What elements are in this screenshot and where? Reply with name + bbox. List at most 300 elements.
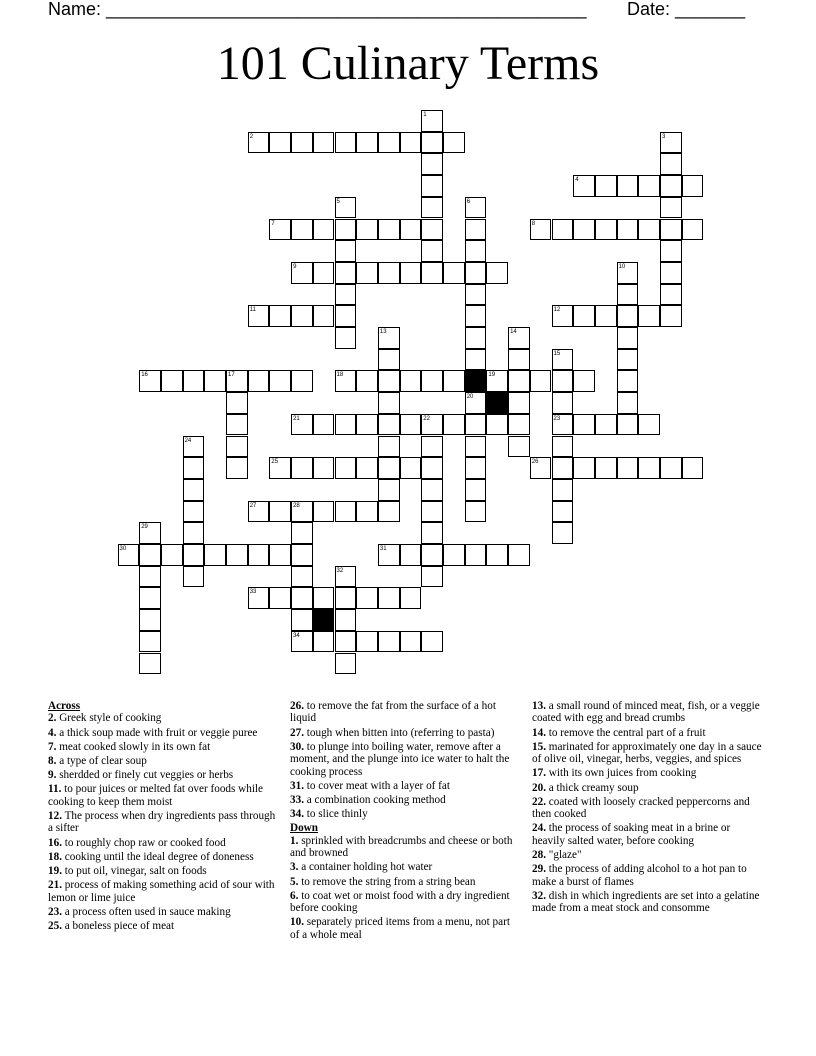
- clue-number-label: 27: [249, 502, 257, 509]
- grid-cell[interactable]: [465, 544, 487, 566]
- grid-cell[interactable]: [421, 457, 443, 479]
- clue-text: the process of soaking meat in a brine or heavily salted water, before cooking: [532, 822, 731, 847]
- clue-number-label: 14: [510, 329, 517, 335]
- clue-text: to remove the fat from the surface of a hot liquid: [290, 700, 496, 725]
- grid-cell[interactable]: [421, 175, 443, 197]
- grid-cell[interactable]: [465, 262, 487, 284]
- grid-cell[interactable]: [465, 240, 487, 262]
- grid-cell[interactable]: [183, 457, 205, 479]
- clue-number: 24.: [532, 822, 546, 835]
- black-square: [313, 609, 335, 631]
- grid-cell[interactable]: [335, 653, 357, 675]
- grid-cell[interactable]: [638, 414, 660, 436]
- grid-cell[interactable]: [291, 457, 313, 479]
- grid-cell[interactable]: [139, 587, 161, 609]
- grid-cell[interactable]: [573, 219, 595, 241]
- grid-cell[interactable]: [291, 522, 313, 544]
- clue-number-label: 7: [271, 220, 275, 227]
- grid-cell[interactable]: [139, 566, 161, 588]
- grid-cell[interactable]: [378, 219, 400, 241]
- clue-number: 17.: [532, 767, 546, 780]
- grid-cell[interactable]: [682, 175, 704, 197]
- grid-cell[interactable]: [291, 544, 313, 566]
- grid-cell[interactable]: [335, 305, 357, 327]
- grid-cell[interactable]: [552, 457, 574, 479]
- clue-item: [48, 783, 278, 808]
- grid-cell[interactable]: [508, 327, 530, 349]
- grid-cell[interactable]: [443, 544, 465, 566]
- grid-cell[interactable]: [183, 566, 205, 588]
- grid-cell[interactable]: [335, 262, 357, 284]
- grid-cell[interactable]: [595, 414, 617, 436]
- clue-number-label: 1: [423, 112, 427, 118]
- grid-cell[interactable]: [465, 305, 487, 327]
- grid-cell[interactable]: [269, 457, 291, 479]
- grid-cell[interactable]: [552, 522, 574, 544]
- grid-cell[interactable]: [421, 240, 443, 262]
- clue-number-label: 3: [662, 133, 666, 140]
- grid-cell[interactable]: [465, 479, 487, 501]
- grid-cell[interactable]: [486, 370, 508, 392]
- grid-cell[interactable]: [291, 501, 313, 523]
- grid-cell[interactable]: [335, 609, 357, 631]
- grid-cell[interactable]: [226, 544, 248, 566]
- grid-cell[interactable]: [356, 414, 378, 436]
- grid-cell[interactable]: [291, 132, 313, 154]
- grid-cell[interactable]: [139, 631, 161, 653]
- grid-cell[interactable]: [421, 522, 443, 544]
- grid-cell[interactable]: [204, 370, 226, 392]
- grid-cell[interactable]: [378, 436, 400, 458]
- grid-cell[interactable]: [573, 414, 595, 436]
- grid-cell[interactable]: [313, 305, 335, 327]
- clue-number-label: 30: [119, 546, 127, 552]
- grid-cell[interactable]: [660, 153, 682, 175]
- grid-cell[interactable]: [617, 392, 639, 414]
- grid-cell[interactable]: [378, 587, 400, 609]
- grid-cell[interactable]: [139, 370, 161, 392]
- grid-cell[interactable]: [421, 132, 443, 154]
- grid-cell[interactable]: [378, 392, 400, 414]
- grid-cell[interactable]: [421, 414, 443, 436]
- grid-cell[interactable]: [465, 436, 487, 458]
- clue-number-label: 12: [553, 307, 561, 314]
- grid-cell[interactable]: [617, 457, 639, 479]
- grid-cell[interactable]: [378, 132, 400, 154]
- clue-number-label: 8: [531, 220, 536, 227]
- grid-cell[interactable]: [269, 370, 291, 392]
- grid-cell[interactable]: [335, 219, 357, 241]
- clue-number-label: 33: [249, 589, 257, 596]
- grid-cell[interactable]: [400, 587, 422, 609]
- grid-cell[interactable]: [291, 631, 313, 653]
- grid-cell[interactable]: [595, 457, 617, 479]
- clue-number-label: 28: [293, 502, 300, 509]
- clue-item: [48, 727, 278, 739]
- clue-item: [48, 837, 278, 849]
- puzzle-title: 101 Culinary Terms: [216, 37, 600, 90]
- grid-cell[interactable]: [617, 219, 639, 241]
- grid-cell[interactable]: [421, 262, 443, 284]
- grid-cell[interactable]: [465, 327, 487, 349]
- grid-cell[interactable]: [660, 175, 682, 197]
- grid-cell[interactable]: [269, 544, 291, 566]
- grid-cell[interactable]: [617, 327, 639, 349]
- grid-cell[interactable]: [465, 197, 487, 219]
- grid-cell[interactable]: [248, 501, 270, 523]
- clue-number-label: 15: [553, 350, 561, 357]
- clue-text: sherdded or finely cut veggies or herbs: [56, 769, 234, 782]
- grid-cell[interactable]: [378, 349, 400, 371]
- grid-cell[interactable]: [313, 262, 335, 284]
- clue-number: 19.: [48, 865, 62, 878]
- grid-cell[interactable]: [269, 501, 291, 523]
- clue-text: meat cooked slowly in its own fat: [56, 740, 211, 753]
- grid-cell[interactable]: [356, 631, 378, 653]
- clue-item: [290, 700, 520, 725]
- grid-cell[interactable]: [183, 501, 205, 523]
- grid-cell[interactable]: [595, 305, 617, 327]
- grid-cell[interactable]: [356, 219, 378, 241]
- grid-cell[interactable]: [269, 305, 291, 327]
- grid-cell[interactable]: [660, 262, 682, 284]
- grid-cell[interactable]: [573, 175, 595, 197]
- grid-cell[interactable]: [356, 501, 378, 523]
- grid-cell[interactable]: [486, 262, 508, 284]
- grid-cell[interactable]: [335, 631, 357, 653]
- clue-item: [532, 782, 762, 794]
- grid-cell[interactable]: [356, 132, 378, 154]
- grid-cell[interactable]: [552, 370, 574, 392]
- grid-cell[interactable]: [313, 501, 335, 523]
- grid-cell[interactable]: [421, 197, 443, 219]
- grid-cell[interactable]: [248, 587, 270, 609]
- clue-text: a boneless piece of meat: [61, 920, 175, 933]
- clue-text: to cover meat with a layer of fat: [303, 779, 450, 792]
- clue-number: 6.: [290, 889, 299, 902]
- grid-cell[interactable]: [161, 544, 183, 566]
- clue-item: [290, 861, 520, 873]
- grid-cell[interactable]: [530, 457, 552, 479]
- grid-cell[interactable]: [530, 219, 552, 241]
- clue-item: [48, 810, 278, 835]
- grid-cell[interactable]: [335, 566, 357, 588]
- clue-text: a small round of minced meat, fish, or a veggie coated with egg and bread crumbs: [532, 700, 760, 725]
- grid-cell[interactable]: [183, 370, 205, 392]
- grid-cell[interactable]: [269, 587, 291, 609]
- grid-cell[interactable]: [335, 414, 357, 436]
- grid-cell[interactable]: [573, 370, 595, 392]
- grid-cell[interactable]: [660, 240, 682, 262]
- grid-cell[interactable]: [595, 219, 617, 241]
- grid-cell[interactable]: [552, 436, 574, 458]
- grid-cell[interactable]: [617, 262, 639, 284]
- grid-cell[interactable]: [465, 349, 487, 371]
- clue-number: 33.: [290, 794, 304, 807]
- grid-cell[interactable]: [226, 457, 248, 479]
- grid-cell[interactable]: [660, 284, 682, 306]
- grid-cell[interactable]: [291, 414, 313, 436]
- grid-cell[interactable]: [617, 284, 639, 306]
- grid-cell[interactable]: [335, 284, 357, 306]
- clue-number: 12.: [48, 810, 62, 823]
- clue-number: 9.: [48, 769, 57, 782]
- clue-number: 5.: [290, 875, 299, 888]
- grid-cell[interactable]: [183, 479, 205, 501]
- clue-item: [48, 769, 278, 781]
- grid-cell[interactable]: [465, 414, 487, 436]
- grid-cell[interactable]: [660, 219, 682, 241]
- grid-cell[interactable]: [139, 653, 161, 675]
- grid-cell[interactable]: [291, 262, 313, 284]
- clue-number-label: 11: [249, 307, 256, 314]
- grid-cell[interactable]: [226, 436, 248, 458]
- grid-cell[interactable]: [486, 544, 508, 566]
- clue-text: a thick soup made with fruit or veggie puree: [56, 726, 258, 739]
- grid-cell[interactable]: [248, 305, 270, 327]
- grid-cell[interactable]: [335, 197, 357, 219]
- grid-cell[interactable]: [183, 522, 205, 544]
- grid-cell[interactable]: [378, 501, 400, 523]
- grid-cell[interactable]: [118, 544, 140, 566]
- grid-cell[interactable]: [530, 370, 552, 392]
- grid-cell[interactable]: [421, 436, 443, 458]
- grid-cell[interactable]: [660, 197, 682, 219]
- grid-cell[interactable]: [400, 414, 422, 436]
- clue-number-label: 23: [553, 415, 561, 422]
- clue-text: a container holding hot water: [298, 861, 433, 874]
- grid-cell[interactable]: [486, 414, 508, 436]
- grid-cell[interactable]: [508, 349, 530, 371]
- grid-cell[interactable]: [313, 219, 335, 241]
- grid-cell[interactable]: [595, 175, 617, 197]
- grid-cell[interactable]: [682, 457, 704, 479]
- grid-cell[interactable]: [465, 457, 487, 479]
- grid-cell[interactable]: [291, 305, 313, 327]
- grid-cell[interactable]: [291, 370, 313, 392]
- grid-cell[interactable]: [139, 522, 161, 544]
- grid-cell[interactable]: [378, 479, 400, 501]
- grid-cell[interactable]: [508, 392, 530, 414]
- grid-cell[interactable]: [313, 631, 335, 653]
- clue-number-label: 20: [466, 394, 474, 401]
- grid-cell[interactable]: [682, 219, 704, 241]
- grid-cell[interactable]: [183, 436, 205, 458]
- grid-cell[interactable]: [226, 370, 248, 392]
- grid-cell[interactable]: [638, 219, 660, 241]
- clue-number: 18.: [48, 850, 62, 863]
- grid-cell[interactable]: [421, 544, 443, 566]
- grid-cell[interactable]: [443, 262, 465, 284]
- grid-cell[interactable]: [226, 414, 248, 436]
- grid-cell[interactable]: [226, 392, 248, 414]
- grid-cell[interactable]: [638, 457, 660, 479]
- grid-cell[interactable]: [291, 587, 313, 609]
- grid-cell[interactable]: [660, 305, 682, 327]
- grid-cell[interactable]: [335, 501, 357, 523]
- grid-cell[interactable]: [660, 132, 682, 154]
- grid-cell[interactable]: [335, 370, 357, 392]
- grid-cell[interactable]: [421, 219, 443, 241]
- clue-text: with its own juices from cooking: [545, 767, 697, 780]
- grid-cell[interactable]: [638, 305, 660, 327]
- grid-cell[interactable]: [400, 262, 422, 284]
- clue-number-label: 13: [379, 329, 387, 335]
- clue-number-label: 4: [575, 177, 579, 184]
- grid-cell[interactable]: [617, 175, 639, 197]
- grid-cell[interactable]: [660, 457, 682, 479]
- grid-cell[interactable]: [508, 436, 530, 458]
- grid-cell[interactable]: [335, 457, 357, 479]
- grid-cell[interactable]: [400, 631, 422, 653]
- grid-cell[interactable]: [378, 262, 400, 284]
- grid-cell[interactable]: [421, 566, 443, 588]
- clue-number-label: 17: [228, 372, 235, 379]
- grid-cell[interactable]: [313, 457, 335, 479]
- grid-cell[interactable]: [443, 132, 465, 154]
- grid-cell[interactable]: [443, 414, 465, 436]
- grid-cell[interactable]: [335, 132, 357, 154]
- grid-cell[interactable]: [313, 587, 335, 609]
- grid-cell[interactable]: [465, 219, 487, 241]
- grid-cell[interactable]: [400, 544, 422, 566]
- grid-cell[interactable]: [617, 349, 639, 371]
- grid-cell[interactable]: [356, 262, 378, 284]
- grid-cell[interactable]: [335, 240, 357, 262]
- black-square: [486, 392, 508, 414]
- grid-cell[interactable]: [400, 457, 422, 479]
- clue-item: [532, 796, 762, 821]
- clue-text: to put oil, vinegar, salt on foods: [61, 865, 207, 878]
- clue-text: dish in which ingredients are set into a gelatine made from a meat stock and consomme: [532, 889, 760, 915]
- grid-cell[interactable]: [508, 544, 530, 566]
- grid-cell[interactable]: [204, 544, 226, 566]
- grid-cell[interactable]: [421, 110, 443, 132]
- date-line[interactable]: Date: _______: [627, 0, 746, 19]
- grid-cell[interactable]: [465, 501, 487, 523]
- name-line[interactable]: Name: ________________________________________________: [48, 0, 587, 19]
- grid-cell[interactable]: [269, 132, 291, 154]
- grid-cell[interactable]: [139, 544, 161, 566]
- grid-cell[interactable]: [552, 349, 574, 371]
- grid-cell[interactable]: [421, 631, 443, 653]
- grid-cell[interactable]: [183, 544, 205, 566]
- clue-number-label: 5: [336, 198, 340, 205]
- clue-text: to remove the string from a string bean: [298, 875, 476, 888]
- clue-number: 23.: [48, 905, 62, 918]
- grid-cell[interactable]: [313, 132, 335, 154]
- grid-cell[interactable]: [421, 153, 443, 175]
- grid-cell[interactable]: [400, 370, 422, 392]
- clue-text: Greek style of cooking: [56, 712, 162, 725]
- grid-cell[interactable]: [573, 457, 595, 479]
- grid-cell[interactable]: [552, 414, 574, 436]
- grid-cell[interactable]: [443, 370, 465, 392]
- grid-cell[interactable]: [378, 457, 400, 479]
- grid-cell[interactable]: [356, 587, 378, 609]
- grid-cell[interactable]: [508, 414, 530, 436]
- grid-cell[interactable]: [508, 370, 530, 392]
- grid-cell[interactable]: [378, 631, 400, 653]
- grid-cell[interactable]: [378, 370, 400, 392]
- clue-text: tough when bitten into (referring to pasta): [303, 726, 495, 739]
- grid-cell[interactable]: [335, 587, 357, 609]
- clue-item: [290, 741, 520, 778]
- clue-item: [532, 767, 762, 779]
- clue-item: [48, 755, 278, 767]
- grid-cell[interactable]: [291, 566, 313, 588]
- grid-cell[interactable]: [356, 457, 378, 479]
- clue-number-label: 34: [293, 632, 300, 639]
- clue-text: the process of adding alcohol to a hot pan to make a burst of flames: [532, 863, 747, 888]
- clue-number-label: 10: [618, 263, 626, 270]
- clue-number-label: 22: [423, 415, 430, 422]
- clue-number-label: 31: [379, 546, 387, 552]
- clue-number-label: 26: [531, 459, 539, 466]
- grid-cell[interactable]: [291, 219, 313, 241]
- grid-cell[interactable]: [552, 305, 574, 327]
- grid-cell[interactable]: [421, 501, 443, 523]
- clue-item: [532, 727, 762, 739]
- clue-item: [290, 727, 520, 739]
- clue-item: [532, 890, 762, 915]
- grid-cell[interactable]: [552, 392, 574, 414]
- grid-cell[interactable]: [291, 609, 313, 631]
- grid-cell[interactable]: [638, 175, 660, 197]
- clue-number-label: 32: [336, 567, 344, 574]
- clue-item: [290, 890, 520, 915]
- grid-cell[interactable]: [378, 414, 400, 436]
- grid-cell[interactable]: [139, 609, 161, 631]
- grid-cell[interactable]: [552, 501, 574, 523]
- grid-cell[interactable]: [552, 479, 574, 501]
- grid-cell[interactable]: [378, 544, 400, 566]
- grid-cell[interactable]: [248, 544, 270, 566]
- grid-cell[interactable]: [421, 370, 443, 392]
- grid-cell[interactable]: [248, 132, 270, 154]
- clue-number: 3.: [290, 861, 299, 874]
- grid-cell[interactable]: [335, 327, 357, 349]
- grid-cell[interactable]: [400, 219, 422, 241]
- grid-cell[interactable]: [465, 392, 487, 414]
- clue-number-label: 29: [141, 524, 148, 531]
- grid-cell[interactable]: [617, 370, 639, 392]
- clue-number: 25.: [48, 920, 62, 933]
- grid-cell[interactable]: [161, 370, 183, 392]
- clue-item: [48, 906, 278, 918]
- grid-cell[interactable]: [465, 284, 487, 306]
- grid-cell[interactable]: [617, 414, 639, 436]
- grid-cell[interactable]: [617, 305, 639, 327]
- grid-cell[interactable]: [573, 305, 595, 327]
- grid-cell[interactable]: [313, 414, 335, 436]
- clue-number-label: 2: [249, 133, 254, 140]
- grid-cell[interactable]: [248, 370, 270, 392]
- grid-cell[interactable]: [400, 132, 422, 154]
- clue-number-label: 18: [336, 372, 344, 379]
- clue-number: 28.: [532, 849, 546, 862]
- clue-text: marinated for approximately one day in a sauce of olive oil, vinegar, herbs, veggies, and spices: [532, 740, 762, 766]
- grid-cell[interactable]: [269, 219, 291, 241]
- grid-cell[interactable]: [378, 327, 400, 349]
- grid-cell[interactable]: [421, 479, 443, 501]
- clue-item: [532, 741, 762, 766]
- grid-cell[interactable]: [356, 370, 378, 392]
- clue-number: 21.: [48, 879, 62, 892]
- grid-cell[interactable]: [552, 219, 574, 241]
- clue-item: [290, 780, 520, 792]
- clue-number: 2.: [48, 712, 57, 725]
